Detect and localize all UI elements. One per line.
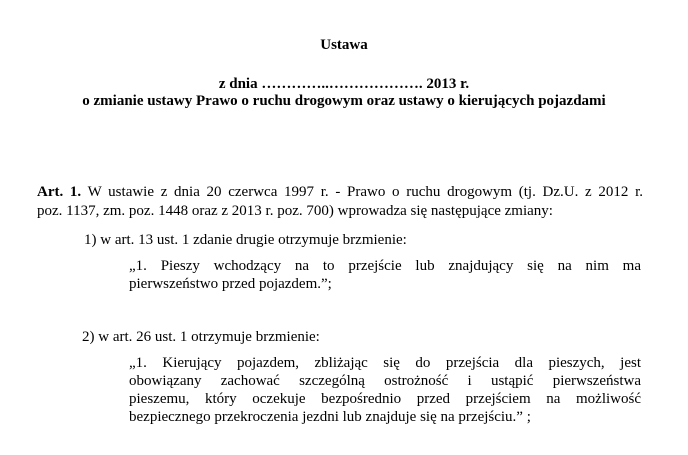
article-1-text-1: W ustawie z dnia 20 czerwca 1997 r. - Prawo o ruchu drogowym (tj. Dz.U. z 2012 r. (87, 184, 643, 200)
point-1-quote (129, 257, 641, 293)
point-2-intro: 2) w art. 26 ust. 1 otrzymuje brzmienie: (82, 329, 320, 345)
article-1-line-1 (37, 183, 643, 202)
quote-line: pierwszeństwo przed pojazdem.”; (129, 276, 332, 292)
quote-line: bezpiecznego przekroczenia jezdni lub znajduje się na przejściu.” ; (129, 409, 531, 425)
article-1-line-2: poz. 1137, zm. poz. 1448 oraz z 2013 r. poz. 700) wprowadza się następujące zmiany: (37, 203, 553, 219)
date-line: z dnia …………..………………. 2013 r. (218, 76, 470, 92)
document-title: Ustawa (320, 37, 368, 53)
quote-line: „1. Kierujący pojazdem, zbliżając się do przejścia dla pieszych, jest (129, 355, 641, 371)
quote-line: pieszemu, który oczekuje bezpośrednio przed przejściem na możliwość (129, 391, 641, 407)
point-1-intro: 1) w art. 13 ust. 1 zdanie drugie otrzymuje brzmienie: (84, 232, 407, 248)
quote-line: „1. Pieszy wchodzący na to przejście lub znajdujący się na nim ma (129, 258, 641, 274)
quote-line: obowiązany zachować szczególną ostrożność i ustąpić pierwszeństwa (129, 373, 641, 389)
point-2-quote (129, 354, 641, 426)
article-1 (37, 183, 643, 221)
article-label: Art. 1. (37, 184, 82, 200)
document-subtitle: o zmianie ustawy Prawo o ruchu drogowym oraz ustawy o kierujących pojazdami (82, 93, 606, 109)
